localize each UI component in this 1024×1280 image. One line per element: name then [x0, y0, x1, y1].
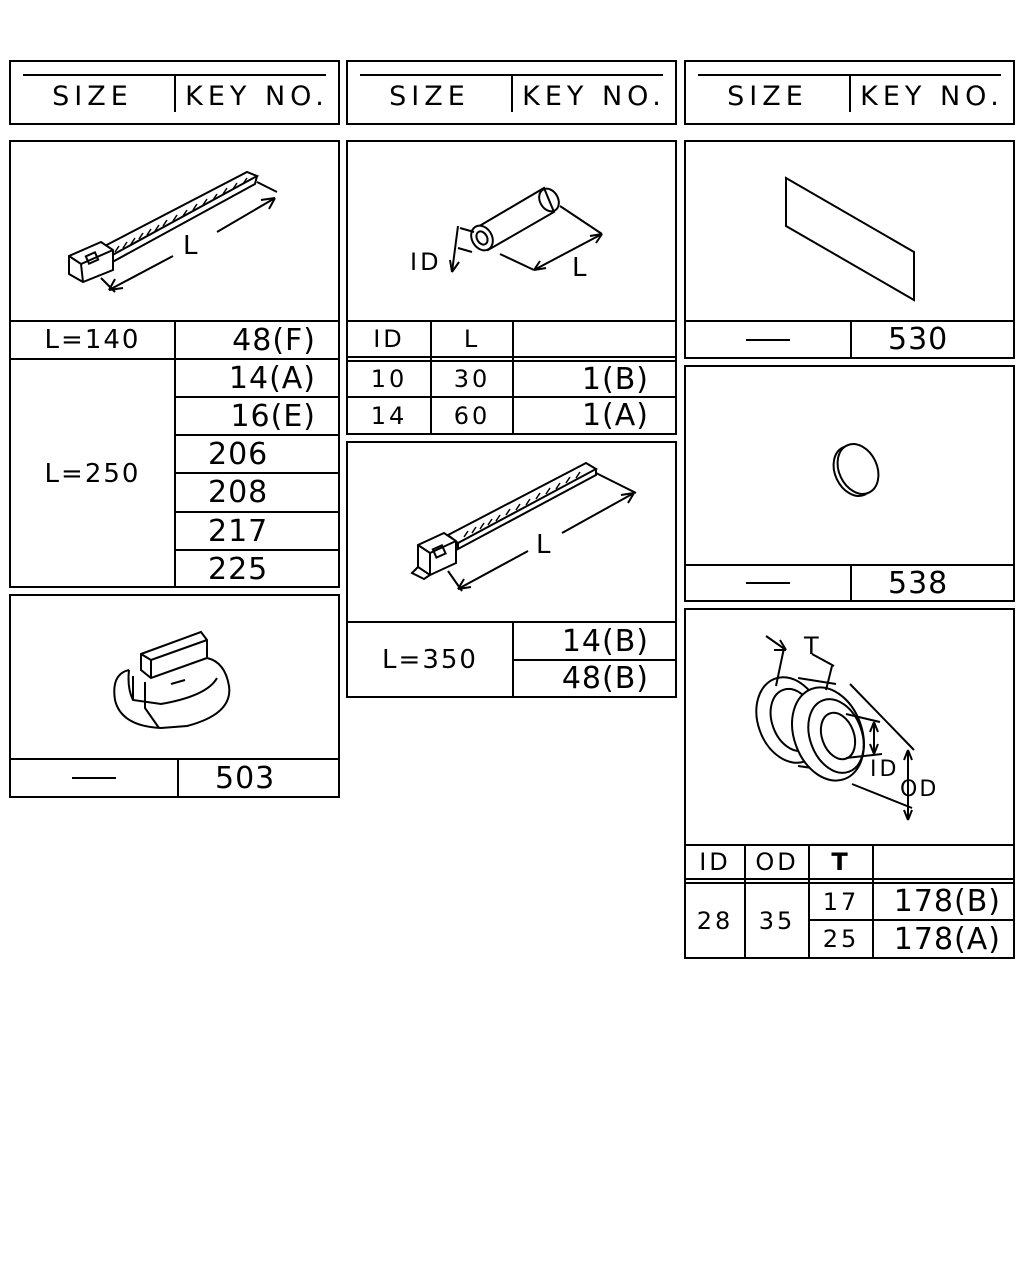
size-header: SIZE — [389, 80, 470, 112]
sleeve-l-cell: 60 — [453, 401, 491, 430]
key-cell-14a: 14(A) — [228, 360, 316, 396]
id-col-header: ID — [699, 848, 731, 876]
id-label: ID — [410, 248, 442, 276]
header-box-3 — [684, 60, 1015, 125]
pad-clip-drawing — [11, 596, 342, 760]
l-label: L — [572, 253, 587, 283]
key-cell-538: 538 — [888, 565, 949, 601]
key-cell-16e: 16(E) — [230, 398, 316, 434]
tie-350-panel — [346, 441, 677, 698]
sleeve-id-cell: 14 — [370, 401, 408, 430]
grommet-t-cell: 17 — [822, 887, 860, 916]
size-header: SIZE — [727, 80, 808, 112]
key-no-header: KEY NO. — [185, 80, 329, 112]
key-cell-1b: 1(B) — [581, 361, 649, 397]
cable-tie-panel — [9, 140, 340, 588]
sleeve-id-cell: 10 — [370, 365, 408, 393]
key-cell-178b: 178(B) — [893, 884, 1001, 919]
key-cell-178a: 178(A) — [893, 921, 1001, 957]
key-no-header: KEY NO. — [522, 80, 666, 112]
od-col-header: OD — [755, 848, 799, 876]
key-col-header — [514, 322, 675, 356]
tape-drawing — [686, 142, 1017, 322]
key-cell-48b: 48(B) — [561, 661, 649, 696]
size-cell-none — [11, 760, 177, 796]
t-col-header: T — [831, 848, 851, 876]
grommet-drawing — [686, 610, 1017, 846]
grommet-panel — [684, 608, 1015, 959]
cable-tie-drawing — [11, 142, 342, 322]
grommet-od-cell: 35 — [758, 906, 796, 935]
size-cell-none — [686, 566, 850, 600]
key-cell-48f: 48(F) — [232, 322, 316, 358]
id-col-header: ID — [373, 325, 405, 353]
no-size-dash — [746, 582, 790, 584]
dim-l-label: L — [536, 530, 551, 560]
key-col-header — [874, 846, 1013, 878]
key-cell-530: 530 — [888, 322, 949, 357]
size-cell-none — [686, 322, 850, 357]
key-no-header: KEY NO. — [860, 80, 1004, 112]
no-size-dash — [72, 777, 116, 779]
key-cell-503: 503 — [215, 760, 276, 796]
plug-panel — [684, 365, 1015, 602]
sleeve-panel — [346, 140, 677, 435]
grommet-id-cell: 28 — [696, 906, 734, 935]
key-cell-217: 217 — [208, 513, 269, 549]
size-cell-l250: L=250 — [44, 459, 141, 489]
divider — [686, 878, 1013, 880]
tie-350-drawing — [348, 443, 679, 623]
key-cell-14b: 14(B) — [561, 623, 649, 659]
pad-clip-panel — [9, 594, 340, 798]
t-label: T — [804, 632, 819, 660]
size-cell-l140: L=140 — [44, 325, 141, 355]
od-label: OD — [900, 777, 939, 802]
sleeve-l-cell: 30 — [453, 365, 491, 393]
tape-panel — [684, 140, 1015, 359]
size-header: SIZE — [52, 80, 133, 112]
no-size-dash — [746, 339, 790, 341]
key-cell-206: 206 — [208, 436, 269, 472]
plug-drawing — [686, 367, 1017, 567]
key-cell-208: 208 — [208, 475, 269, 510]
grommet-t-cell: 25 — [822, 925, 860, 953]
size-cell-l350: L=350 — [382, 644, 478, 675]
dim-l-label: L — [183, 231, 198, 261]
header-box-2 — [346, 60, 677, 125]
header-box-1 — [9, 60, 340, 125]
key-cell-1a: 1(A) — [581, 398, 649, 433]
id-label: ID — [870, 757, 900, 782]
sleeve-drawing — [348, 142, 679, 322]
l-col-header: L — [463, 325, 481, 353]
key-cell-225: 225 — [208, 552, 269, 587]
